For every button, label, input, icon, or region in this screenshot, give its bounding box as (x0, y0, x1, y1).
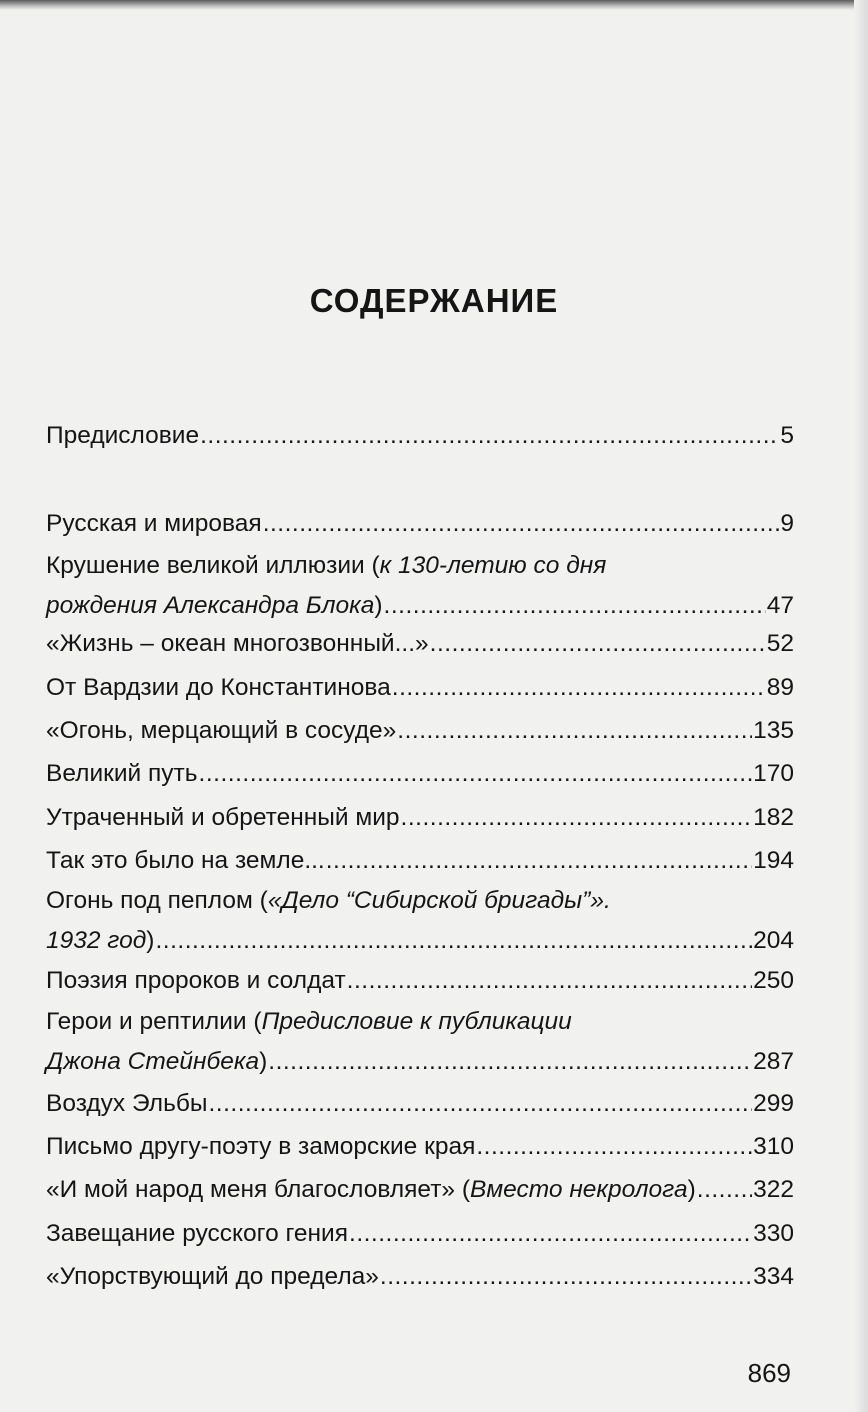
toc-entry-page: 5 (780, 422, 794, 449)
toc-entry-subtitle: Вместо некролога (470, 1176, 688, 1203)
toc-entry-title: Воздух Эльбы (46, 1090, 208, 1117)
toc-entry (46, 508, 794, 540)
toc-entry (46, 1006, 794, 1078)
toc-entry-page: 182 (753, 804, 794, 831)
toc-entry-page: 9 (780, 510, 794, 537)
toc-entry-title: «И мой народ меня благословляет» ( (46, 1176, 471, 1203)
toc-entry-title: ) (374, 592, 383, 619)
dot-leader (209, 1088, 753, 1120)
toc-entry-title: Утраченный и обретенный мир (46, 804, 400, 831)
dot-leader (380, 1261, 752, 1293)
dot-leader (268, 1046, 752, 1078)
toc-entry-title: «Упорствующий до предела» (46, 1263, 379, 1290)
dot-leader (349, 1218, 752, 1250)
toc-entry-title: Великий путь (46, 760, 198, 787)
dot-leader (199, 758, 753, 790)
toc-entry (46, 845, 794, 877)
toc-entry-title: «Огонь, мерцающий в сосуде» (46, 717, 397, 744)
dot-leader (263, 508, 780, 540)
toc-entry-page: 47 (766, 592, 794, 619)
toc-entry (46, 715, 794, 747)
toc-entry-page: 322 (753, 1176, 794, 1203)
toc-entry-title: Поэзия пророков и солдат (46, 967, 346, 994)
toc-entry (46, 550, 794, 622)
toc-entry (46, 628, 794, 660)
toc-entry-page: 334 (753, 1263, 794, 1290)
toc-entry-title: Предисловие (46, 422, 200, 449)
page-right-edge (854, 0, 868, 1412)
toc-entry-title: Крушение великой иллюзии ( (46, 552, 380, 579)
toc-entry-title: ) (687, 1176, 696, 1203)
toc-entry-page: 299 (753, 1090, 794, 1117)
page-number: 869 (747, 1358, 791, 1388)
page-title: СОДЕРЖАНИЕ (309, 282, 559, 319)
toc-entry (46, 758, 794, 790)
dot-leader (200, 420, 779, 452)
toc-entry-title: ) (259, 1048, 268, 1075)
toc-entry-title: От Вардзии до Константинова (46, 674, 391, 701)
toc-entry-page: 89 (766, 674, 794, 701)
dot-leader (697, 1174, 752, 1206)
toc-entry-title: Русская и мировая (46, 510, 262, 537)
toc-entry-subtitle: «Дело “Сибирской бригады”». (267, 887, 611, 914)
dot-leader (401, 802, 753, 834)
toc-entry (46, 1131, 794, 1163)
toc-entry-title: Письмо другу-поэту в заморские края (46, 1133, 476, 1160)
toc-entry (46, 1261, 794, 1293)
toc-entry-title: Герои и рептилии ( (46, 1008, 262, 1035)
toc-entry-subtitle: Предисловие к публикации (261, 1008, 572, 1035)
toc-entry (46, 420, 794, 452)
toc-entry-subtitle: рождения Александра Блока (46, 592, 375, 619)
toc-entry-title: Завещание русского гения (46, 1220, 349, 1247)
toc-entry-page: 194 (753, 847, 794, 874)
toc-entry (46, 885, 794, 957)
dot-leader (397, 715, 752, 747)
dot-leader (326, 845, 752, 877)
dot-leader (384, 590, 766, 622)
dot-leader (392, 672, 766, 704)
toc-entry-title: Огонь под пеплом ( (46, 887, 268, 914)
dot-leader (476, 1131, 752, 1163)
page-top-edge (0, 0, 868, 10)
dot-leader (155, 925, 752, 957)
toc-entry (46, 1174, 794, 1206)
toc-entry (46, 1218, 794, 1250)
toc-entry-subtitle: Джона Стейнбека (46, 1048, 260, 1075)
toc-entry-page: 287 (753, 1048, 794, 1075)
toc-entry-subtitle: к 130-летию со дня (379, 552, 607, 579)
toc-entry (46, 965, 794, 997)
toc-entry-page: 204 (753, 927, 794, 954)
dot-leader (430, 628, 766, 660)
toc-entry-page: 310 (753, 1133, 794, 1160)
toc-entry-page: 135 (753, 717, 794, 744)
toc-entry (46, 802, 794, 834)
toc-entry-title: «Жизнь – океан многозвонный...» (46, 630, 429, 657)
toc-entry-page: 170 (753, 760, 794, 787)
toc-entry (46, 1088, 794, 1120)
toc-entry (46, 672, 794, 704)
toc-entry-page: 52 (766, 630, 794, 657)
dot-leader (347, 965, 752, 997)
toc-entry-subtitle: 1932 год (46, 927, 147, 954)
toc-entry-page: 250 (753, 967, 794, 994)
toc-entry-title: Так это было на земле... (46, 847, 325, 874)
toc-entry-page: 330 (753, 1220, 794, 1247)
toc-entry-title: ) (146, 927, 155, 954)
